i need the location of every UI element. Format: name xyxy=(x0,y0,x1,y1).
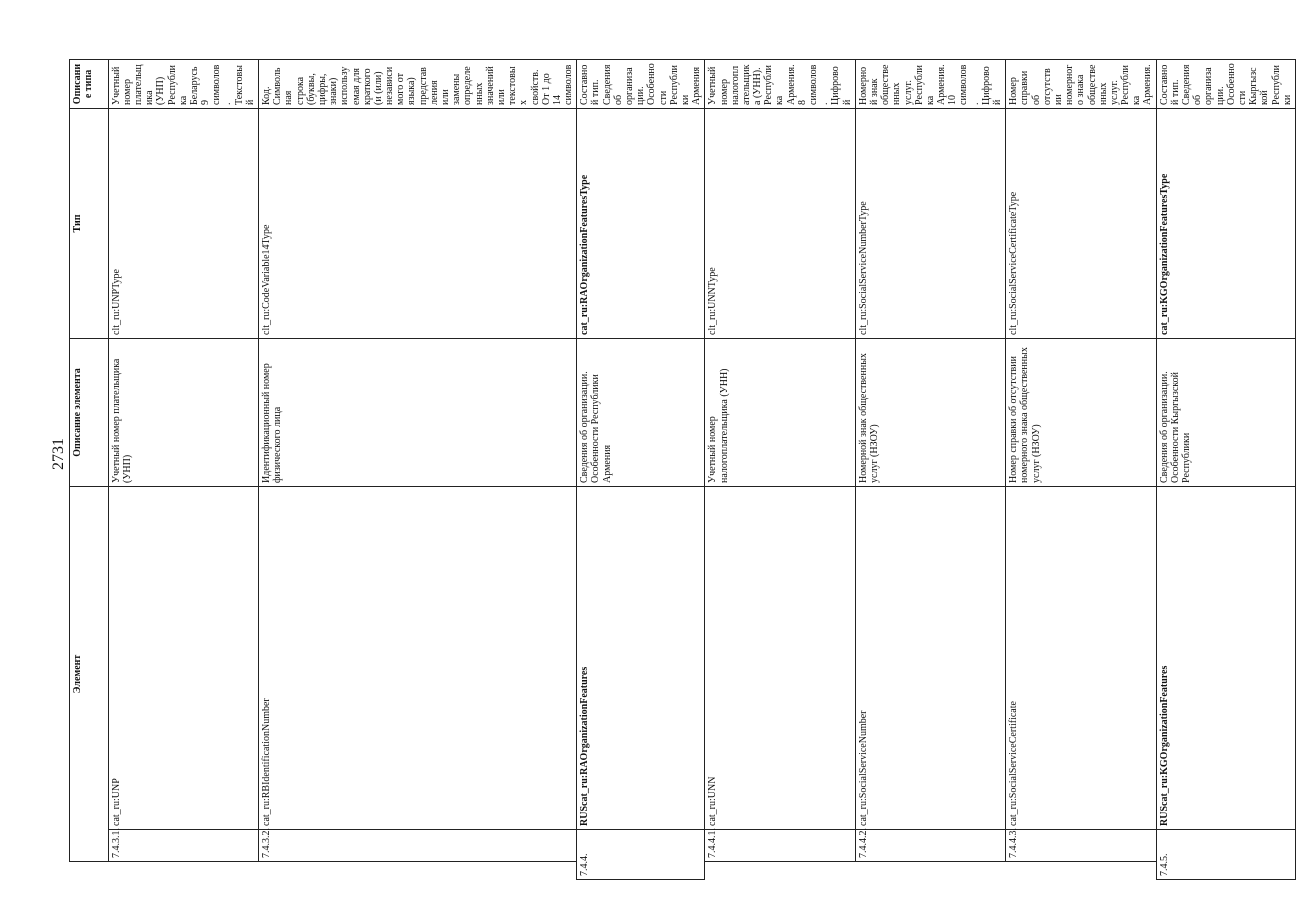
row-type: cat_ru:KGOrganizationFeaturesType xyxy=(1156,108,1295,338)
row-element: cat_ru:RBIdentificationNumber xyxy=(259,486,577,829)
row-type-desc: Учетный номер налогоплательщика (УНН). Республика Армения. 8 символов. Цифровой xyxy=(705,59,855,108)
table-row xyxy=(108,59,258,879)
table-row xyxy=(1156,59,1295,879)
row-number: 7.4.4. xyxy=(577,830,705,880)
row-element-desc: Сведения об организации. Особенности Кыргызской Республики xyxy=(1156,338,1295,486)
header-spacer xyxy=(70,862,109,880)
row-element: cat_ru:SocialServiceCertificate xyxy=(1006,486,1156,829)
row-element: cat_ru:SocialServiceNumber xyxy=(855,486,1005,829)
row-type: cat_ru:RAOrganizationFeaturesType xyxy=(577,108,705,338)
row-type: clt_ru:UNPType xyxy=(108,108,258,338)
header-type-desc: Описание типа xyxy=(70,59,109,108)
row-element: RUScat_ru:RAOrganizationFeatures xyxy=(577,486,705,829)
row-number: 7.4.4.3. xyxy=(1006,830,1156,862)
table-row xyxy=(259,59,577,879)
rotated-page xyxy=(69,60,1293,880)
row-number: 7.4.3.1. xyxy=(108,830,258,862)
row-number: 7.4.4.1. xyxy=(705,830,855,862)
header-element-desc: Описание элемента xyxy=(70,338,109,486)
indent-cell xyxy=(1006,862,1156,880)
row-element-desc: Учетный номер плательщика (УНП) xyxy=(108,338,258,486)
indent-cell xyxy=(259,862,577,880)
header-type: Тип xyxy=(70,108,109,338)
indent-cell xyxy=(108,862,258,880)
indent-cell xyxy=(855,862,1005,880)
row-type-desc: Составной тип. Сведения об организации. Особенности Кыргызской Республики xyxy=(1156,59,1295,108)
row-type: clt_ru:SocialServiceCertificateType xyxy=(1006,108,1156,338)
row-element-desc: Сведения об организации. Особенности Республики Армения xyxy=(577,338,705,486)
row-element-desc: Номерной знак общественных услуг (НЗОУ) xyxy=(855,338,1005,486)
row-number: 7.4.5. xyxy=(1156,830,1295,880)
row-element-desc: Идентификационный номер физического лица xyxy=(259,338,577,486)
row-type-desc: Код. Символьная строка (буквы, цифры, знаки) используемая для краткого (и (или) независимого от языка) представления или замены определенных значений или текстовых свойств. От 1 до 14 символов xyxy=(259,59,577,108)
table-row xyxy=(577,59,705,879)
row-type-desc: Номер справки об отсутствии номерного знака общественных услуг. Республика Армения. xyxy=(1006,59,1156,108)
row-element: cat_ru:UNP xyxy=(108,486,258,829)
row-element: cat_ru:UNN xyxy=(705,486,855,829)
page-number: 2731 xyxy=(50,438,67,470)
row-type: clt_ru:CodeVariable14Type xyxy=(259,108,577,338)
row-number: 7.4.3.2. xyxy=(259,830,577,862)
header-element: Элемент xyxy=(70,486,109,861)
row-element-desc: Номер справки об отсутствии номерного знака общественных услуг (НЗОУ) xyxy=(1006,338,1156,486)
row-type-desc: Учетный номер плательщика (УНП) Республика Беларусь 9 символов. Текстовый xyxy=(108,59,258,108)
row-type: clt_ru:SocialServiceNumberType xyxy=(855,108,1005,338)
table-row xyxy=(705,59,855,879)
row-element-desc: Учетный номер налогоплательщика (УНН) xyxy=(705,338,855,486)
indent-cell xyxy=(705,862,855,880)
table-header-row xyxy=(70,59,109,879)
row-element: RUScat_ru:KGOrganizationFeatures xyxy=(1156,486,1295,829)
row-type-desc: Составной тип. Сведения об организации. Особенности Республики Армения xyxy=(577,59,705,108)
table-row xyxy=(855,59,1005,879)
row-type: clt_ru:UNNType xyxy=(705,108,855,338)
row-number: 7.4.4.2. xyxy=(855,830,1005,862)
row-type-desc: Номерной знак общественных услуг. Республика Армения. 10 символов. Цифровой xyxy=(855,59,1005,108)
table-row xyxy=(1006,59,1156,879)
spec-table xyxy=(69,59,1296,880)
